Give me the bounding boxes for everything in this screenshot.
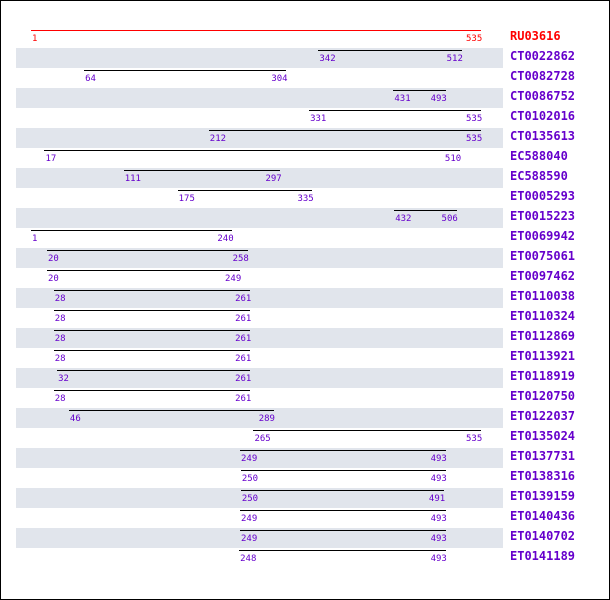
end-position: 335: [297, 194, 314, 204]
start-position: 249: [240, 454, 258, 464]
start-position: 249: [240, 534, 258, 544]
end-position: 261: [235, 334, 252, 344]
end-position: 304: [271, 74, 288, 84]
end-position: 535: [466, 434, 483, 444]
hit-name-link[interactable]: ET0139159: [510, 489, 576, 503]
start-position: 28: [54, 294, 66, 304]
end-position: 535: [466, 114, 483, 124]
start-position: 28: [54, 394, 66, 404]
end-position: 506: [441, 214, 458, 224]
start-position: 212: [209, 134, 227, 144]
hit-alignment-line: [241, 470, 446, 471]
hit-alignment-line: [239, 550, 445, 551]
hit-name-link[interactable]: ET0110038: [510, 289, 576, 303]
reference-alignment-line: [31, 30, 481, 31]
row-band: [16, 288, 503, 308]
hit-name-link[interactable]: ET0138316: [510, 469, 576, 483]
hit-name-link[interactable]: EC588040: [510, 149, 568, 163]
hit-name-link[interactable]: ET0015223: [510, 209, 576, 223]
start-position: 17: [45, 154, 57, 164]
hit-name-link[interactable]: ET0118919: [510, 369, 576, 383]
start-position: 248: [240, 554, 257, 564]
hit-alignment-line: [44, 150, 459, 151]
row-band: [16, 368, 503, 388]
hit-name-link[interactable]: CT0022862: [510, 49, 576, 63]
hit-name-link[interactable]: ET0113921: [510, 349, 576, 363]
start-position: 1: [32, 234, 38, 244]
hit-name-link[interactable]: CT0102016: [510, 109, 576, 123]
hit-alignment-line: [31, 230, 232, 231]
hit-alignment-line: [69, 410, 274, 411]
row-band: [16, 48, 503, 68]
hit-alignment-line: [253, 430, 481, 431]
hit-alignment-line: [54, 310, 250, 311]
hit-name-link[interactable]: ET0069942: [510, 229, 576, 243]
start-position: 32: [58, 374, 69, 384]
start-position: 342: [319, 54, 336, 64]
hit-name-link[interactable]: ET0075061: [510, 249, 576, 263]
hit-alignment-line: [241, 490, 444, 491]
hit-alignment-line: [57, 370, 250, 371]
start-position: 1: [32, 34, 38, 44]
start-position: 250: [241, 474, 259, 484]
end-position: 493: [430, 514, 447, 524]
hit-alignment-line: [54, 390, 250, 391]
end-position: 289: [258, 414, 275, 424]
hit-name-link[interactable]: ET0112869: [510, 329, 576, 343]
hit-name-link[interactable]: EC588590: [510, 169, 568, 183]
hit-name-link[interactable]: ET0140702: [510, 529, 576, 543]
hit-alignment-line: [240, 530, 446, 531]
end-position: 535: [466, 134, 483, 144]
hit-alignment-line: [318, 50, 461, 51]
start-position: 250: [241, 494, 259, 504]
start-position: 431: [394, 94, 411, 104]
end-position: 297: [265, 174, 282, 184]
hit-name-link[interactable]: CT0135613: [510, 129, 576, 143]
end-position: 258: [232, 254, 249, 264]
hit-alignment-line: [178, 190, 313, 191]
start-position: 64: [85, 74, 96, 84]
start-position: 432: [395, 214, 412, 224]
hit-alignment-line: [54, 330, 250, 331]
hit-name-link[interactable]: ET0097462: [510, 269, 576, 283]
hit-alignment-line: [394, 210, 456, 211]
hit-alignment-line: [240, 450, 446, 451]
row-band: [16, 128, 503, 148]
end-position: 249: [224, 274, 242, 284]
end-position: 493: [430, 454, 447, 464]
hit-name-link[interactable]: ET0137731: [510, 449, 576, 463]
hit-alignment-line: [393, 90, 445, 91]
end-position: 491: [428, 494, 446, 504]
hit-name-link[interactable]: ET0140436: [510, 509, 576, 523]
row-band: [16, 208, 503, 228]
hit-alignment-line: [209, 130, 481, 131]
row-band: [16, 168, 503, 188]
hit-alignment-line: [309, 110, 481, 111]
hit-name-link[interactable]: CT0082728: [510, 69, 576, 83]
end-position: 261: [235, 354, 252, 364]
hit-name-link[interactable]: ET0005293: [510, 189, 576, 203]
reference-name: RU03616: [510, 29, 561, 43]
start-position: 28: [54, 334, 66, 344]
hit-alignment-line: [54, 350, 250, 351]
hit-alignment-line: [84, 70, 286, 71]
start-position: 111: [124, 174, 141, 184]
start-position: 249: [240, 514, 258, 524]
start-position: 265: [254, 434, 271, 444]
end-position: 493: [430, 554, 447, 564]
hit-alignment-line: [47, 250, 248, 251]
start-position: 46: [69, 414, 81, 424]
end-position: 261: [235, 374, 252, 384]
hit-name-link[interactable]: ET0141189: [510, 549, 576, 563]
end-position: 261: [235, 394, 252, 404]
hit-alignment-line: [240, 510, 446, 511]
hit-alignment-line: [124, 170, 281, 171]
hit-name-link[interactable]: ET0122037: [510, 409, 576, 423]
start-position: 28: [54, 354, 66, 364]
end-position: 535: [466, 34, 483, 44]
end-position: 493: [430, 534, 447, 544]
row-band: [16, 328, 503, 348]
hit-name-link[interactable]: CT0086752: [510, 89, 576, 103]
hit-alignment-line: [54, 290, 250, 291]
start-position: 175: [178, 194, 195, 204]
hit-alignment-line: [47, 270, 240, 271]
end-position: 261: [235, 294, 252, 304]
start-position: 331: [310, 114, 327, 124]
end-position: 493: [430, 474, 447, 484]
end-position: 493: [430, 94, 447, 104]
end-position: 510: [444, 154, 462, 164]
hit-name-link[interactable]: ET0120750: [510, 389, 576, 403]
end-position: 512: [446, 54, 463, 64]
start-position: 20: [48, 274, 59, 284]
end-position: 261: [235, 314, 252, 324]
hit-name-link[interactable]: ET0110324: [510, 309, 576, 323]
row-band: [16, 248, 503, 268]
start-position: 20: [48, 254, 59, 264]
end-position: 240: [217, 234, 234, 244]
hit-name-link[interactable]: ET0135024: [510, 429, 576, 443]
start-position: 28: [54, 314, 66, 324]
